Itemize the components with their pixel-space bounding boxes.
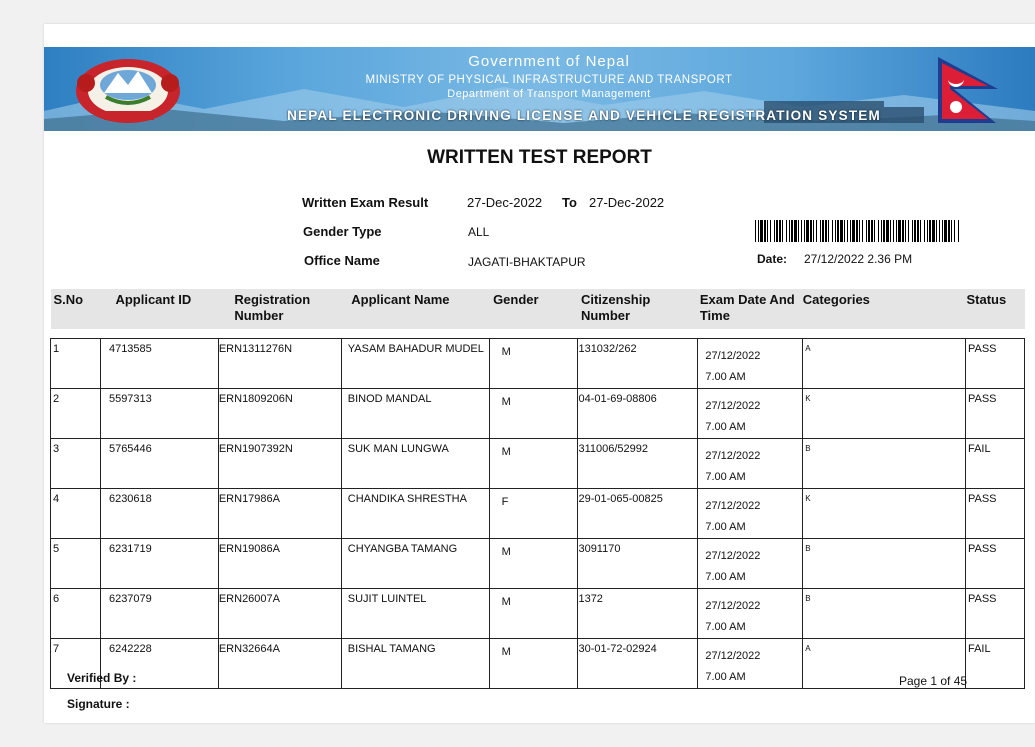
barcode-image bbox=[755, 220, 959, 242]
barcode-bar bbox=[806, 220, 809, 242]
barcode-bar bbox=[874, 220, 875, 242]
barcode-bar bbox=[832, 220, 833, 242]
barcode-bar bbox=[847, 220, 848, 242]
cell-status: FAIL bbox=[965, 638, 1024, 688]
table-header-row bbox=[51, 289, 1025, 329]
barcode-bar bbox=[958, 220, 959, 242]
page-number: Page 1 of 45 bbox=[899, 674, 968, 688]
table-row bbox=[51, 388, 1025, 438]
exam-date: 27/12/2022 bbox=[705, 649, 761, 662]
signature-label: Signature : bbox=[67, 697, 130, 711]
cell-registration-number: ERN26007A bbox=[218, 588, 341, 638]
cell-applicant-name: CHANDIKA SHRESTHA bbox=[341, 488, 489, 538]
results-table bbox=[50, 289, 1025, 689]
barcode-bar bbox=[825, 220, 827, 242]
exam-date: 27/12/2022 bbox=[705, 549, 761, 562]
exam-time: 7.00 AM bbox=[705, 620, 746, 633]
cell-status: PASS bbox=[965, 338, 1024, 388]
barcode-bar bbox=[951, 220, 952, 242]
barcode-bar bbox=[939, 220, 940, 242]
cell-registration-number: ERN1809206N bbox=[218, 388, 341, 438]
barcode-bar bbox=[886, 220, 889, 242]
barcode-bar bbox=[764, 220, 766, 242]
barcode-bar bbox=[896, 220, 897, 242]
cell-sno: 6 bbox=[51, 588, 101, 638]
cell-gender: M bbox=[489, 588, 578, 638]
barcode-bar bbox=[878, 220, 879, 242]
barcode-bar bbox=[770, 220, 771, 242]
barcode-bar bbox=[791, 220, 793, 242]
date-value: 27/12/2022 2.36 PM bbox=[804, 252, 913, 266]
exam-date: 27/12/2022 bbox=[705, 399, 761, 412]
to-date-value: 27-Dec-2022 bbox=[589, 195, 665, 210]
cell-gender: M bbox=[489, 638, 578, 688]
barcode-bar bbox=[755, 220, 756, 242]
cell-category: B bbox=[803, 438, 966, 488]
cell-applicant-id: 5597313 bbox=[100, 388, 218, 438]
cell-registration-number: ERN32664A bbox=[218, 638, 341, 688]
header-status: Status bbox=[965, 289, 1024, 329]
barcode-bar bbox=[822, 220, 824, 242]
exam-time: 7.00 AM bbox=[705, 670, 746, 683]
barcode-bar bbox=[927, 220, 928, 242]
table-spacer bbox=[51, 329, 1025, 338]
cell-exam-date-time bbox=[698, 438, 803, 488]
exam-result-label: Written Exam Result bbox=[302, 195, 429, 210]
barcode-bar bbox=[902, 220, 904, 242]
cell-gender: M bbox=[489, 338, 578, 388]
barcode-bar bbox=[776, 220, 778, 242]
barcode-bar bbox=[820, 220, 821, 242]
barcode-bar bbox=[871, 220, 873, 242]
barcode-bar bbox=[954, 220, 955, 242]
gov-title: Government of Nepal bbox=[468, 53, 630, 70]
cell-sno: 7 bbox=[51, 638, 101, 688]
barcode-bar bbox=[862, 220, 863, 242]
header-sno: S.No bbox=[51, 289, 101, 329]
cell-gender: F bbox=[489, 488, 578, 538]
barcode-bar bbox=[856, 220, 858, 242]
barcode-bar bbox=[794, 220, 797, 242]
barcode-bar bbox=[804, 220, 805, 242]
table-row bbox=[51, 438, 1025, 488]
cell-citizenship-number: 311006/52992 bbox=[578, 438, 698, 488]
cell-exam-date-time bbox=[698, 338, 803, 388]
gender-type-label: Gender Type bbox=[303, 224, 382, 239]
cell-exam-date-time bbox=[698, 388, 803, 438]
cell-sno: 4 bbox=[51, 488, 101, 538]
cell-category: B bbox=[803, 538, 966, 588]
table-row bbox=[51, 588, 1025, 638]
barcode-bar bbox=[850, 220, 851, 242]
barcode-bar bbox=[758, 220, 759, 242]
header-registration-number: Registration Number bbox=[218, 289, 341, 329]
header-categories: Categories bbox=[803, 289, 966, 329]
table-row bbox=[51, 638, 1025, 688]
barcode-bar bbox=[852, 220, 855, 242]
barcode-bar bbox=[924, 220, 925, 242]
barcode-bar bbox=[837, 220, 839, 242]
cell-gender: M bbox=[489, 438, 578, 488]
cell-applicant-name: CHYANGBA TAMANG bbox=[341, 538, 489, 588]
exam-date: 27/12/2022 bbox=[705, 449, 761, 462]
cell-sno: 5 bbox=[51, 538, 101, 588]
barcode-bar bbox=[779, 220, 781, 242]
cell-registration-number: ERN19086A bbox=[218, 538, 341, 588]
barcode-bar bbox=[912, 220, 913, 242]
barcode-bar bbox=[914, 220, 916, 242]
cell-applicant-id: 6230618 bbox=[100, 488, 218, 538]
barcode-bar bbox=[760, 220, 763, 242]
cell-applicant-id: 6231719 bbox=[100, 538, 218, 588]
cell-registration-number: ERN1907392N bbox=[218, 438, 341, 488]
header-banner bbox=[44, 47, 1035, 131]
barcode-bar bbox=[868, 220, 870, 242]
cell-citizenship-number: 3091170 bbox=[578, 538, 698, 588]
nepal-flag-icon bbox=[928, 53, 1008, 125]
cell-category: B bbox=[803, 588, 966, 638]
exam-date: 27/12/2022 bbox=[705, 349, 761, 362]
exam-date: 27/12/2022 bbox=[705, 599, 761, 612]
barcode-bar bbox=[905, 220, 906, 242]
cell-sno: 1 bbox=[51, 338, 101, 388]
cell-citizenship-number: 131032/262 bbox=[578, 338, 698, 388]
barcode-bar bbox=[810, 220, 812, 242]
header-exam-date-time: Exam Date And Time bbox=[698, 289, 803, 329]
barcode-bar bbox=[816, 220, 817, 242]
table-row bbox=[51, 538, 1025, 588]
cell-exam-date-time bbox=[698, 538, 803, 588]
ministry-title: MINISTRY OF PHYSICAL INFRASTRUCTURE AND TRANSPORT bbox=[365, 74, 733, 86]
cell-status: PASS bbox=[965, 588, 1024, 638]
barcode-bar bbox=[936, 220, 937, 242]
barcode-bar bbox=[835, 220, 836, 242]
barcode-bar bbox=[883, 220, 885, 242]
cell-registration-number: ERN17986A bbox=[218, 488, 341, 538]
cell-gender: M bbox=[489, 388, 578, 438]
cell-applicant-name: YASAM BAHADUR MUDEL bbox=[341, 338, 489, 388]
cell-applicant-name: BISHAL TAMANG bbox=[341, 638, 489, 688]
barcode-bar bbox=[813, 220, 814, 242]
exam-time: 7.00 AM bbox=[705, 520, 746, 533]
cell-applicant-name: SUJIT LUINTEL bbox=[341, 588, 489, 638]
header-applicant-id: Applicant ID bbox=[100, 289, 218, 329]
cell-applicant-id: 6242228 bbox=[100, 638, 218, 688]
barcode-bar bbox=[917, 220, 919, 242]
barcode-bar bbox=[767, 220, 768, 242]
cell-applicant-id: 5765446 bbox=[100, 438, 218, 488]
table-row bbox=[51, 488, 1025, 538]
system-title: NEPAL ELECTRONIC DRIVING LICENSE AND VEHICLE REGISTRATION SYSTEM bbox=[287, 108, 881, 123]
report-page bbox=[44, 24, 1035, 723]
cell-status: FAIL bbox=[965, 438, 1024, 488]
cell-category: K bbox=[803, 488, 966, 538]
barcode-bar bbox=[893, 220, 894, 242]
cell-exam-date-time bbox=[698, 588, 803, 638]
barcode-bar bbox=[866, 220, 867, 242]
cell-sno: 3 bbox=[51, 438, 101, 488]
cell-citizenship-number: 1372 bbox=[578, 588, 698, 638]
cell-status: PASS bbox=[965, 388, 1024, 438]
cell-gender: M bbox=[489, 538, 578, 588]
cell-registration-number: ERN1311276N bbox=[218, 338, 341, 388]
cell-citizenship-number: 30-01-72-02924 bbox=[578, 638, 698, 688]
cell-status: PASS bbox=[965, 538, 1024, 588]
gender-type-value: ALL bbox=[468, 225, 490, 239]
barcode-bar bbox=[789, 220, 790, 242]
barcode-bar bbox=[774, 220, 775, 242]
to-label: To bbox=[562, 195, 577, 210]
cell-exam-date-time bbox=[698, 488, 803, 538]
barcode-bar bbox=[782, 220, 783, 242]
from-date-value: 27-Dec-2022 bbox=[467, 195, 543, 210]
cell-applicant-name: BINOD MANDAL bbox=[341, 388, 489, 438]
verified-by-label: Verified By : bbox=[67, 671, 137, 685]
header-applicant-name: Applicant Name bbox=[341, 289, 489, 329]
cell-exam-date-time bbox=[698, 638, 803, 688]
cell-applicant-id: 4713585 bbox=[100, 338, 218, 388]
barcode-bar bbox=[890, 220, 891, 242]
barcode-bar bbox=[840, 220, 843, 242]
barcode-bar bbox=[786, 220, 787, 242]
report-title: WRITTEN TEST REPORT bbox=[427, 147, 652, 168]
cell-applicant-id: 6237079 bbox=[100, 588, 218, 638]
header-gender: Gender bbox=[489, 289, 578, 329]
department-title: Department of Transport Management bbox=[447, 88, 651, 100]
cell-applicant-name: SUK MAN LUNGWA bbox=[341, 438, 489, 488]
cell-category: A bbox=[803, 338, 966, 388]
cell-sno: 2 bbox=[51, 388, 101, 438]
barcode-bar bbox=[929, 220, 931, 242]
barcode-bar bbox=[828, 220, 829, 242]
header-citizenship-number: Citizenship Number bbox=[578, 289, 698, 329]
barcode-bar bbox=[920, 220, 921, 242]
barcode-bar bbox=[942, 220, 943, 242]
barcode-bar bbox=[932, 220, 935, 242]
barcode-bar bbox=[898, 220, 901, 242]
office-name-label: Office Name bbox=[304, 253, 380, 268]
barcode-bar bbox=[948, 220, 950, 242]
exam-date: 27/12/2022 bbox=[705, 499, 761, 512]
cell-category: K bbox=[803, 388, 966, 438]
exam-time: 7.00 AM bbox=[705, 470, 746, 483]
barcode-bar bbox=[844, 220, 845, 242]
date-label: Date: bbox=[757, 252, 788, 266]
cell-citizenship-number: 04-01-69-08806 bbox=[578, 388, 698, 438]
barcode-bar bbox=[944, 220, 947, 242]
top-margin bbox=[44, 24, 1035, 46]
barcode-bar bbox=[801, 220, 802, 242]
table-row bbox=[51, 338, 1025, 388]
barcode-bar bbox=[859, 220, 860, 242]
cell-status: PASS bbox=[965, 488, 1024, 538]
barcode-bar bbox=[798, 220, 799, 242]
office-name-value: JAGATI-BHAKTAPUR bbox=[468, 255, 586, 269]
exam-time: 7.00 AM bbox=[705, 420, 746, 433]
barcode-bar bbox=[881, 220, 882, 242]
cell-citizenship-number: 29-01-065-00825 bbox=[578, 488, 698, 538]
cell-category: A bbox=[803, 638, 966, 688]
exam-time: 7.00 AM bbox=[705, 370, 746, 383]
exam-time: 7.00 AM bbox=[705, 570, 746, 583]
barcode-bar bbox=[908, 220, 909, 242]
